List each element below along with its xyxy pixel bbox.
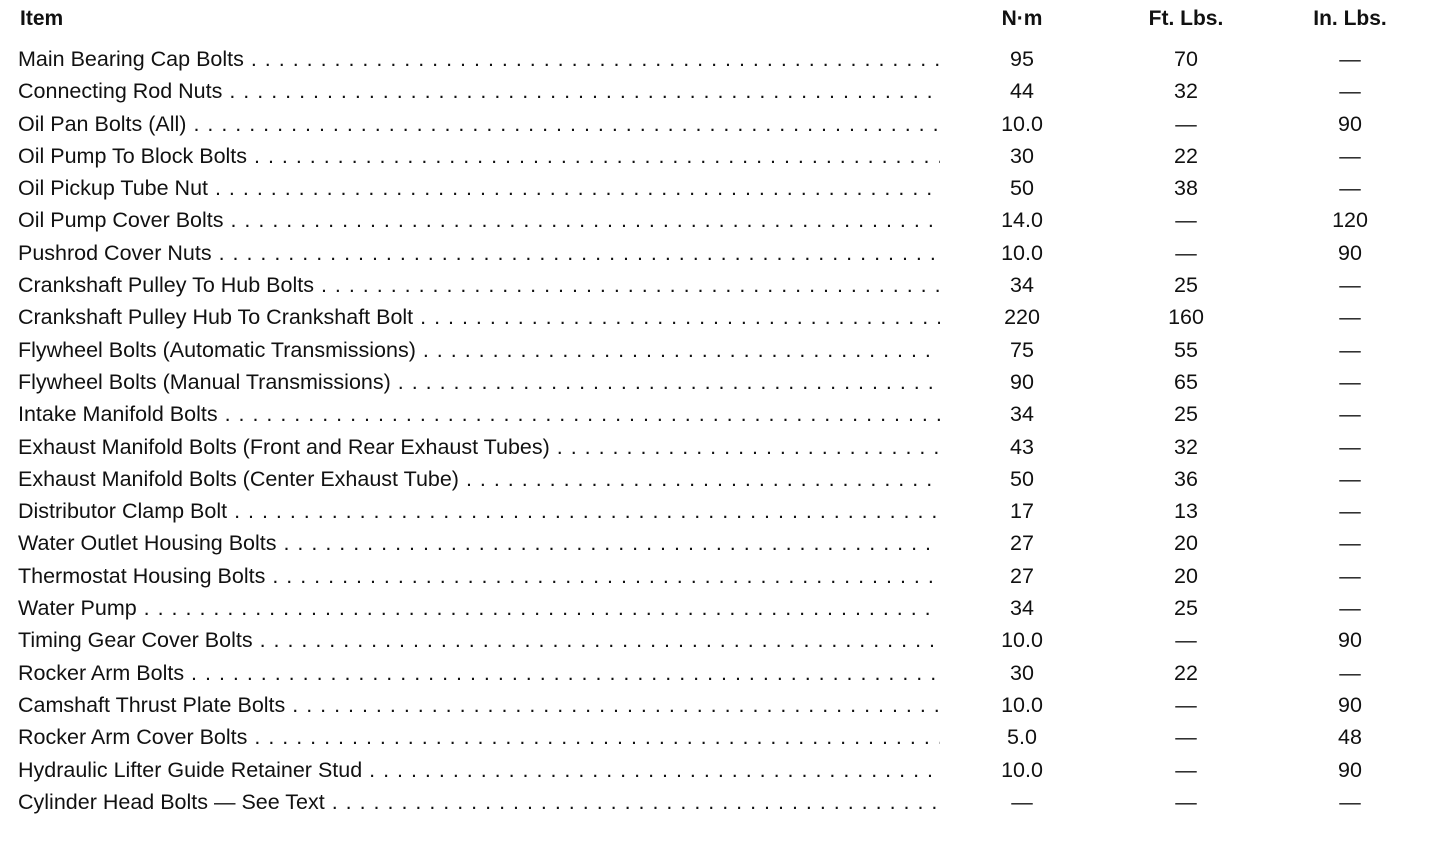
nm-value: 220 [1004, 305, 1040, 330]
nm-value: 10.0 [1001, 628, 1043, 653]
in-lbs-value: 120 [1332, 208, 1368, 233]
nm-value: — [1011, 789, 1033, 814]
item-label: Crankshaft Pulley To Hub Bolts [18, 273, 314, 298]
ft-lbs-value: 22 [1174, 143, 1198, 168]
table-row [0, 140, 1456, 172]
item-label: Exhaust Manifold Bolts (Center Exhaust Tube) [18, 466, 459, 491]
ft-lbs-value: 20 [1174, 531, 1198, 556]
nm-value: 30 [1010, 143, 1034, 168]
item-name [18, 527, 940, 559]
in-lbs-value: 90 [1338, 692, 1362, 717]
nm-value: 75 [1010, 337, 1034, 362]
ft-lbs-value: 55 [1174, 337, 1198, 362]
nm-value: 10.0 [1001, 111, 1043, 136]
table-row [0, 366, 1456, 398]
item-name [18, 204, 940, 236]
item-name [18, 237, 940, 269]
table-row [0, 204, 1456, 236]
nm-value: 50 [1010, 466, 1034, 491]
nm-value: 43 [1010, 434, 1034, 459]
table-row [0, 592, 1456, 624]
nm-value: 34 [1010, 596, 1034, 621]
in-lbs-value: — [1339, 176, 1361, 201]
nm-value: 50 [1010, 176, 1034, 201]
in-lbs-value: — [1339, 531, 1361, 556]
ft-lbs-value: — [1175, 757, 1197, 782]
item-label: Thermostat Housing Bolts [18, 563, 266, 588]
in-lbs-value: — [1339, 434, 1361, 459]
item-name [18, 366, 940, 398]
ft-lbs-value: — [1175, 208, 1197, 233]
in-lbs-value: — [1339, 143, 1361, 168]
in-lbs-value: — [1339, 499, 1361, 524]
item-name [18, 786, 940, 818]
ft-lbs-value: — [1175, 628, 1197, 653]
item-name [18, 657, 940, 689]
ft-lbs-value: 160 [1168, 305, 1204, 330]
item-name [18, 301, 940, 333]
ft-lbs-value: 32 [1174, 79, 1198, 104]
item-name [18, 592, 940, 624]
item-label: Flywheel Bolts (Automatic Transmissions) [18, 337, 416, 362]
in-lbs-value: — [1339, 79, 1361, 104]
item-label: Camshaft Thrust Plate Bolts [18, 692, 286, 717]
item-label: Timing Gear Cover Bolts [18, 628, 253, 653]
item-name [18, 495, 940, 527]
in-lbs-value: — [1339, 337, 1361, 362]
table-row [0, 43, 1456, 75]
nm-value: 34 [1010, 402, 1034, 427]
item-name [18, 172, 940, 204]
item-name [18, 721, 940, 753]
table-body [0, 43, 1456, 818]
nm-value: 27 [1010, 531, 1034, 556]
item-name [18, 334, 940, 366]
ft-lbs-value: 20 [1174, 563, 1198, 588]
table-row [0, 269, 1456, 301]
table-row [0, 721, 1456, 753]
ft-lbs-value: 70 [1174, 47, 1198, 71]
nm-value: 95 [1010, 47, 1034, 71]
nm-value: 14.0 [1001, 208, 1043, 233]
item-name [18, 463, 940, 495]
ft-lbs-value: — [1175, 111, 1197, 136]
table-row [0, 624, 1456, 656]
table-row [0, 431, 1456, 463]
table-row [0, 786, 1456, 818]
item-label: Water Outlet Housing Bolts [18, 531, 277, 556]
item-label: Cylinder Head Bolts — See Text [18, 789, 325, 814]
nm-value: 44 [1010, 79, 1034, 104]
table-row [0, 463, 1456, 495]
in-lbs-value: — [1339, 563, 1361, 588]
item-label: Distributor Clamp Bolt [18, 499, 228, 524]
nm-value: 17 [1010, 499, 1034, 524]
ft-lbs-value: — [1175, 789, 1197, 814]
ft-lbs-value: 13 [1174, 499, 1198, 524]
item-label: Hydraulic Lifter Guide Retainer Stud [18, 757, 363, 782]
in-lbs-value: — [1339, 596, 1361, 621]
item-label: Rocker Arm Bolts [18, 660, 185, 685]
table-row [0, 172, 1456, 204]
table-row [0, 527, 1456, 559]
in-lbs-value: 90 [1338, 628, 1362, 653]
in-lbs-value: 90 [1338, 757, 1362, 782]
nm-value: 30 [1010, 660, 1034, 685]
item-name [18, 624, 940, 656]
table-row [0, 754, 1456, 786]
item-label: Intake Manifold Bolts [18, 402, 218, 427]
table-row [0, 689, 1456, 721]
nm-value: 27 [1010, 563, 1034, 588]
item-name [18, 560, 940, 592]
table-row [0, 334, 1456, 366]
item-label: Pushrod Cover Nuts [18, 240, 212, 265]
nm-value: 10.0 [1001, 692, 1043, 717]
in-lbs-value: 48 [1338, 725, 1362, 750]
in-lbs-value: — [1339, 369, 1361, 394]
item-name [18, 43, 940, 75]
in-lbs-value: — [1339, 273, 1361, 298]
item-name [18, 75, 940, 107]
item-label: Connecting Rod Nuts [18, 79, 223, 104]
item-label: Main Bearing Cap Bolts [18, 47, 244, 71]
ft-lbs-value: 65 [1174, 369, 1198, 394]
in-lbs-value: — [1339, 305, 1361, 330]
item-name [18, 689, 940, 721]
in-lbs-value: — [1339, 466, 1361, 491]
item-label: Rocker Arm Cover Bolts [18, 725, 248, 750]
nm-value: 34 [1010, 273, 1034, 298]
table-row [0, 657, 1456, 689]
ft-lbs-value: 25 [1174, 273, 1198, 298]
ft-lbs-value: 36 [1174, 466, 1198, 491]
item-name [18, 754, 940, 786]
item-name [18, 431, 940, 463]
ft-lbs-value: 25 [1174, 596, 1198, 621]
item-label: Oil Pan Bolts (All) [18, 111, 187, 136]
table-row [0, 75, 1456, 107]
in-lbs-value: — [1339, 402, 1361, 427]
in-lbs-value: — [1339, 47, 1361, 71]
item-label: Oil Pump To Block Bolts [18, 143, 248, 168]
header-ft-lbs: Ft. Lbs. [1148, 7, 1224, 30]
nm-value: 5.0 [1007, 725, 1037, 750]
item-label: Water Pump [18, 596, 137, 621]
item-label: Oil Pump Cover Bolts [18, 208, 224, 233]
item-label: Oil Pickup Tube Nut [18, 176, 209, 201]
item-name [18, 108, 940, 140]
nm-value: 90 [1010, 369, 1034, 394]
item-name [18, 140, 940, 172]
item-label: Crankshaft Pulley Hub To Crankshaft Bolt [18, 305, 414, 330]
table-row [0, 108, 1456, 140]
ft-lbs-value: 22 [1174, 660, 1198, 685]
header-nm: N·m [1001, 7, 1043, 30]
header-item: Item [20, 7, 64, 30]
ft-lbs-value: — [1175, 692, 1197, 717]
item-label: Flywheel Bolts (Manual Transmissions) [18, 369, 391, 394]
in-lbs-value: 90 [1338, 240, 1362, 265]
ft-lbs-value: 25 [1174, 402, 1198, 427]
nm-value: 10.0 [1001, 757, 1043, 782]
item-name [18, 269, 940, 301]
in-lbs-value: 90 [1338, 111, 1362, 136]
table-row [0, 237, 1456, 269]
table-row [0, 398, 1456, 430]
ft-lbs-value: — [1175, 725, 1197, 750]
item-label: Exhaust Manifold Bolts (Front and Rear Exhaust Tubes) [18, 434, 550, 459]
header-in-lbs: In. Lbs. [1313, 7, 1387, 30]
ft-lbs-value: 38 [1174, 176, 1198, 201]
in-lbs-value: — [1339, 660, 1361, 685]
item-name [18, 398, 940, 430]
table-row [0, 495, 1456, 527]
table-row [0, 301, 1456, 333]
table-row [0, 560, 1456, 592]
in-lbs-value: — [1339, 789, 1361, 814]
ft-lbs-value: — [1175, 240, 1197, 265]
ft-lbs-value: 32 [1174, 434, 1198, 459]
nm-value: 10.0 [1001, 240, 1043, 265]
